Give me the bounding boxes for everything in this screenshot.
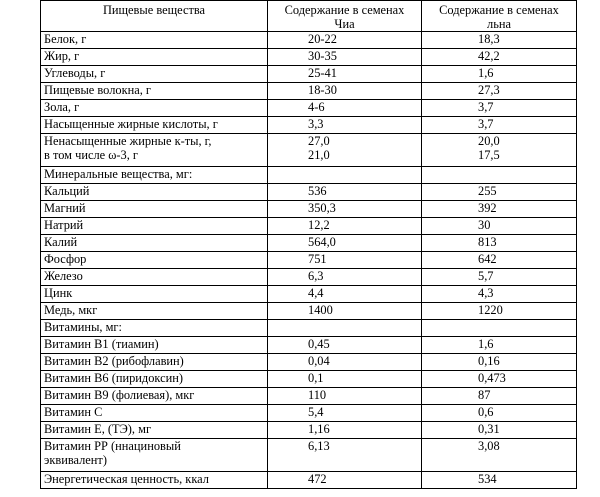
row-name: Медь, мкг: [41, 303, 268, 320]
row-name-line2: в том числе ω-3, г: [44, 148, 138, 162]
row-flax-value: 813: [422, 235, 577, 252]
row-name: Энергетическая ценность, ккал: [41, 472, 268, 489]
table-row: [41, 83, 577, 100]
section-row: [41, 167, 577, 184]
header-flax-line1: Содержание в семенах: [439, 3, 559, 17]
row-name: Фосфор: [41, 252, 268, 269]
header-flax-line2: льна: [487, 17, 511, 31]
row-flax-value: 642: [422, 252, 577, 269]
row-flax-value: 1,6: [422, 337, 577, 354]
row-name: Калий: [41, 235, 268, 252]
row-chia-value: 25-41: [268, 66, 422, 83]
table-row: [41, 49, 577, 66]
row-chia-value-line2: 21,0: [308, 148, 330, 162]
row-name: Витамин B2 (рибофлавин): [41, 354, 268, 371]
row-chia-value: 350,3: [268, 201, 422, 218]
row-flax-value: 18,3: [422, 32, 577, 49]
row-chia-value: [268, 134, 422, 167]
row-name-line2: эквивалент): [44, 453, 107, 467]
row-name: Витамин B9 (фолиевая), мкг: [41, 388, 268, 405]
row-chia-value: 751: [268, 252, 422, 269]
row-flax-value: 1,6: [422, 66, 577, 83]
row-name: Углеводы, г: [41, 66, 268, 83]
row-name: [41, 134, 268, 167]
table-row: [41, 134, 577, 167]
row-name-line1: Ненасыщенные жирные к-ты, г,: [44, 134, 212, 148]
table-row: [41, 405, 577, 422]
row-name: Цинк: [41, 286, 268, 303]
row-chia-value: 0,1: [268, 371, 422, 388]
row-flax-value: 255: [422, 184, 577, 201]
row-name: Белок, г: [41, 32, 268, 49]
row-flax-value: 3,7: [422, 100, 577, 117]
row-chia-value-line1: 27,0: [308, 134, 330, 148]
table-row: [41, 354, 577, 371]
table-row: [41, 66, 577, 83]
section-title: Витамины, мг:: [41, 320, 268, 337]
row-flax-value: [422, 134, 577, 167]
table-row: [41, 100, 577, 117]
row-chia-value: 30-35: [268, 49, 422, 66]
table-header-row: [41, 1, 577, 32]
row-name: Витамин B1 (тиамин): [41, 337, 268, 354]
table-row: [41, 371, 577, 388]
row-flax-value: 0,31: [422, 422, 577, 439]
row-flax-value: 392: [422, 201, 577, 218]
row-flax-value: 30: [422, 218, 577, 235]
header-chia-line2: Чиа: [334, 17, 355, 31]
row-name: Кальций: [41, 184, 268, 201]
row-chia-value: 6,3: [268, 269, 422, 286]
table-row: [41, 218, 577, 235]
row-flax-value: 0,473: [422, 371, 577, 388]
row-flax-value: 4,3: [422, 286, 577, 303]
row-name: Витамин Е, (ТЭ), мг: [41, 422, 268, 439]
section-title: Минеральные вещества, мг:: [41, 167, 268, 184]
row-chia-value: 1,16: [268, 422, 422, 439]
section-row: [41, 320, 577, 337]
header-nutrients: Пищевые вещества: [41, 1, 268, 32]
row-name: Железо: [41, 269, 268, 286]
row-chia-value: 18-30: [268, 83, 422, 100]
table-row: [41, 422, 577, 439]
header-chia-line1: Содержание в семенах: [284, 3, 405, 17]
header-chia: [268, 1, 422, 32]
row-name: Жир, г: [41, 49, 268, 66]
table-row: [41, 286, 577, 303]
row-flax-value: 1220: [422, 303, 577, 320]
row-chia-value: 3,3: [268, 117, 422, 134]
row-flax-value: 87: [422, 388, 577, 405]
row-name: Витамин B6 (пиридоксин): [41, 371, 268, 388]
table-row: [41, 201, 577, 218]
row-chia-value: 4,4: [268, 286, 422, 303]
row-flax-value: 0,6: [422, 405, 577, 422]
table-row: [41, 252, 577, 269]
table-row: [41, 32, 577, 49]
row-chia-value: 536: [268, 184, 422, 201]
table-row: [41, 269, 577, 286]
header-flax: [422, 1, 577, 32]
row-flax-value: 534: [422, 472, 577, 489]
row-chia-value: 472: [268, 472, 422, 489]
row-name: Насыщенные жирные кислоты, г: [41, 117, 268, 134]
row-flax-value: 3,08: [422, 439, 577, 472]
row-flax-value-line1: 20,0: [478, 134, 500, 148]
table-row: [41, 439, 577, 472]
row-chia-value: 564,0: [268, 235, 422, 252]
row-flax-value: 5,7: [422, 269, 577, 286]
row-chia-value: 110: [268, 388, 422, 405]
row-chia-value: 5,4: [268, 405, 422, 422]
table-row: [41, 235, 577, 252]
row-chia-value: 0,04: [268, 354, 422, 371]
table-row: [41, 184, 577, 201]
table-row: [41, 337, 577, 354]
row-flax-value: 42,2: [422, 49, 577, 66]
row-name: Натрий: [41, 218, 268, 235]
row-name: Магний: [41, 201, 268, 218]
row-chia-value: 20-22: [268, 32, 422, 49]
row-name: [41, 439, 268, 472]
row-name-line1: Витамин РР (ннациновый: [44, 439, 181, 453]
row-chia-value: 6,13: [268, 439, 422, 472]
row-chia-value: 1400: [268, 303, 422, 320]
nutrition-comparison-table: [40, 0, 577, 489]
row-flax-value: 3,7: [422, 117, 577, 134]
row-chia-value: 4-6: [268, 100, 422, 117]
row-name: Пищевые волокна, г: [41, 83, 268, 100]
table-row: [41, 472, 577, 489]
row-flax-value: 0,16: [422, 354, 577, 371]
row-flax-value: 27,3: [422, 83, 577, 100]
row-chia-value: 0,45: [268, 337, 422, 354]
row-flax-value-line2: 17,5: [478, 148, 500, 162]
table-row: [41, 303, 577, 320]
row-name: Зола, г: [41, 100, 268, 117]
row-chia-value: 12,2: [268, 218, 422, 235]
table-row: [41, 388, 577, 405]
row-name: Витамин С: [41, 405, 268, 422]
table-row: [41, 117, 577, 134]
